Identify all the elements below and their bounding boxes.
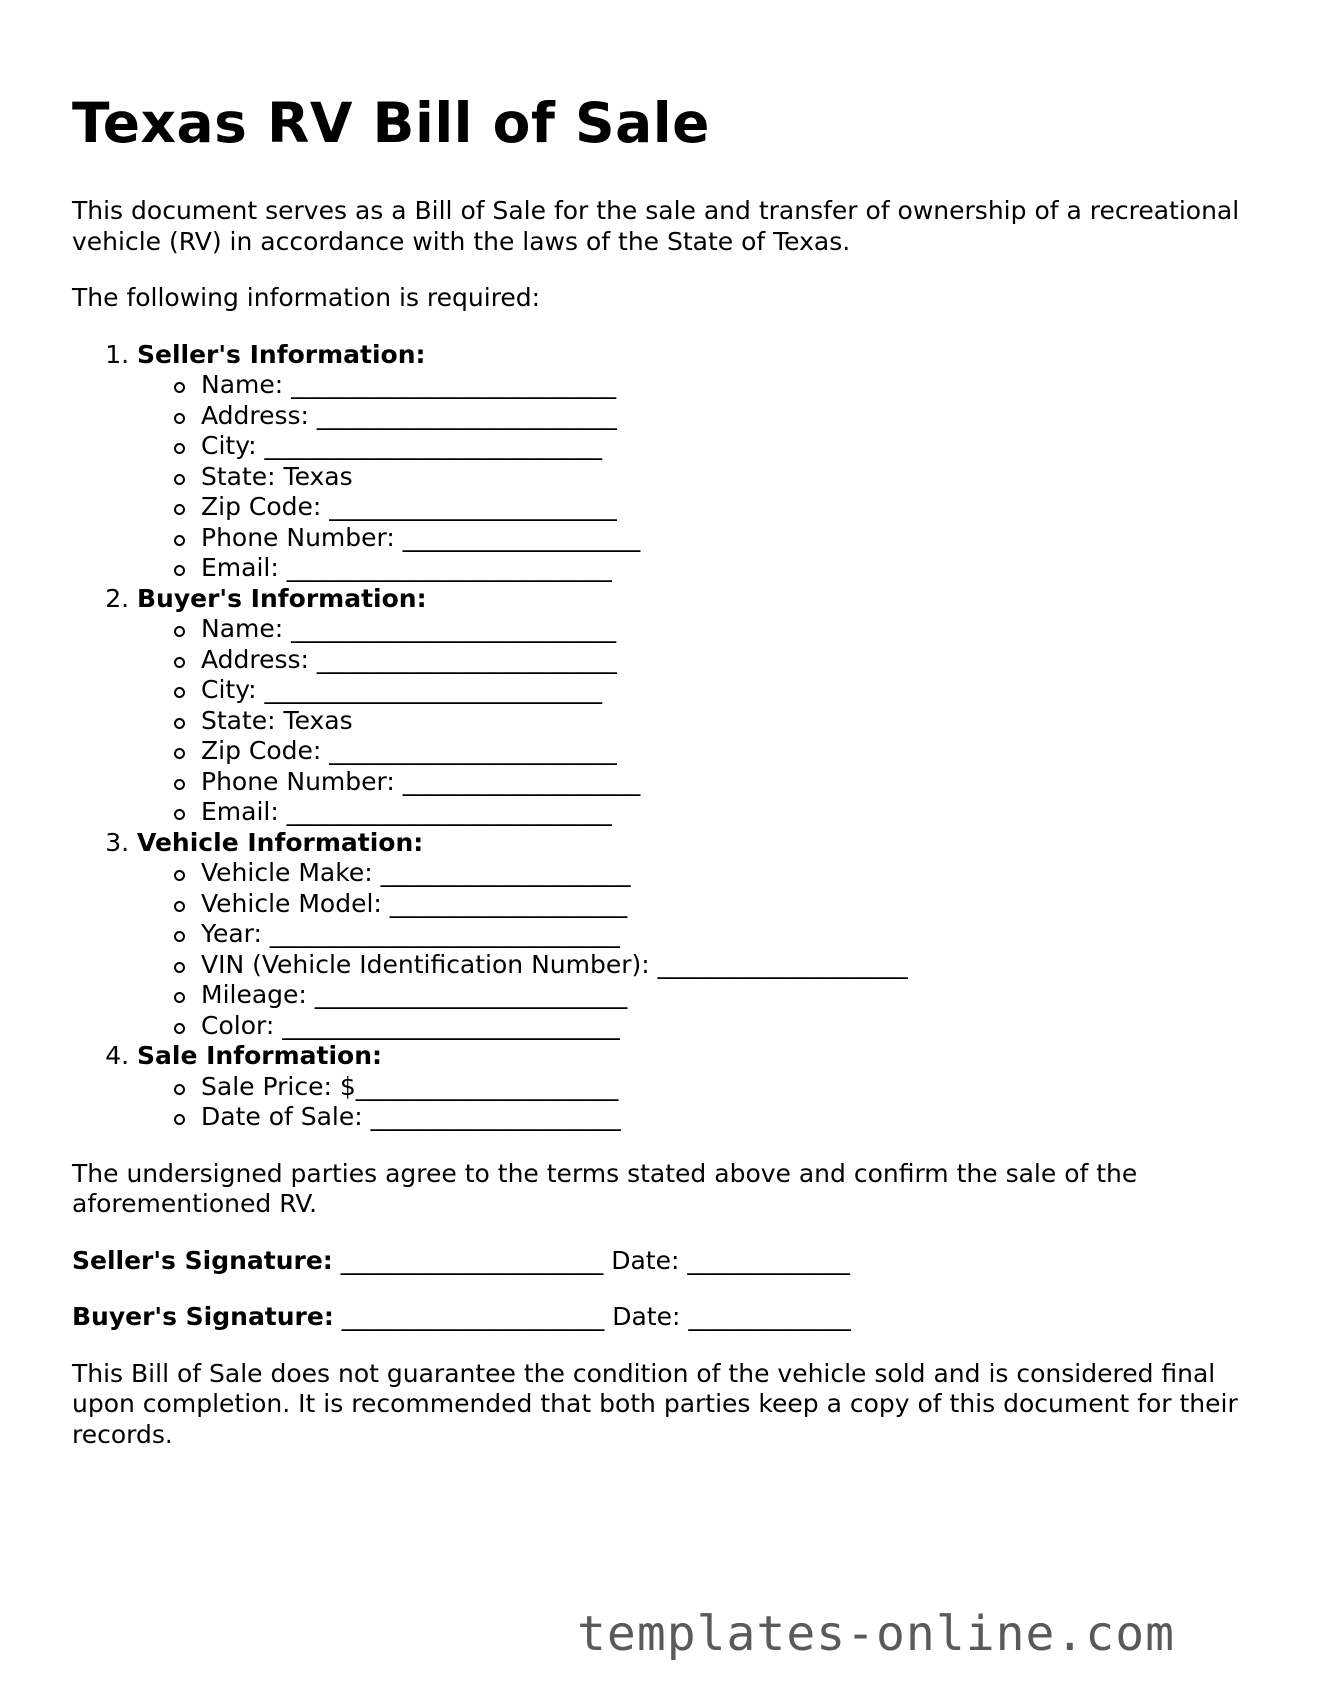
field-vehicle-color: Color: ___________________________ (201, 1011, 1252, 1042)
sale-fields (137, 1072, 1252, 1133)
circle-bullet-icon (174, 718, 185, 729)
section-seller (137, 340, 1252, 584)
field-seller-address: Address: ________________________ (201, 401, 1252, 432)
circle-bullet-icon (174, 1084, 185, 1095)
circle-bullet-icon (174, 504, 185, 515)
sections-list (72, 340, 1252, 1133)
section-title: Seller's Information: (137, 339, 426, 369)
required-note: The following information is required: (72, 283, 541, 312)
disclaimer-paragraph: This Bill of Sale does not guarantee the condition of the vehicle sold and is considered final upon completion. It is recommended that both parties keep a copy of this document for their records. (72, 1358, 1238, 1449)
circle-bullet-icon (174, 962, 185, 973)
field-seller-state: State: Texas (201, 462, 1252, 493)
circle-bullet-icon (174, 413, 185, 424)
section-title: Sale Information: (137, 1041, 382, 1070)
circle-bullet-icon (174, 1023, 185, 1034)
circle-bullet-icon (174, 565, 185, 576)
vehicle-fields (137, 858, 1252, 1041)
field-vehicle-model: Vehicle Model: ___________________ (201, 889, 1252, 920)
field-sale-price: Sale Price: $_____________________ (201, 1072, 1252, 1103)
circle-bullet-icon (174, 443, 185, 454)
section-sale (137, 1041, 1252, 1133)
field-buyer-phone: Phone Number: ___________________ (201, 767, 1252, 798)
buyer-signature-line (72, 1302, 1252, 1333)
circle-bullet-icon (174, 474, 185, 485)
field-seller-city: City: ___________________________ (201, 431, 1252, 462)
field-seller-email: Email: __________________________ (201, 553, 1252, 584)
circle-bullet-icon (174, 809, 185, 820)
seller-signature-blanks: _____________________ Date: _____________ (332, 1245, 850, 1275)
seller-signature-label: Seller's Signature: (72, 1245, 333, 1275)
circle-bullet-icon (174, 931, 185, 942)
field-vehicle-mileage: Mileage: _________________________ (201, 980, 1252, 1011)
field-sale-date: Date of Sale: ____________________ (201, 1102, 1252, 1133)
circle-bullet-icon (174, 687, 185, 698)
circle-bullet-icon (174, 535, 185, 546)
buyer-fields (137, 614, 1252, 828)
buyer-signature-label: Buyer's Signature: (72, 1302, 334, 1331)
field-buyer-state: State: Texas (201, 706, 1252, 737)
field-vehicle-year: Year: ____________________________ (201, 919, 1252, 950)
agreement-paragraph: The undersigned parties agree to the terms stated above and confirm the sale of the aforementioned RV. (72, 1158, 1138, 1218)
field-buyer-zip: Zip Code: _______________________ (201, 736, 1252, 767)
field-buyer-address: Address: ________________________ (201, 645, 1252, 676)
circle-bullet-icon (174, 657, 185, 668)
document-title: Texas RV Bill of Sale (72, 91, 710, 155)
circle-bullet-icon (174, 992, 185, 1003)
circle-bullet-icon (174, 870, 185, 881)
circle-bullet-icon (174, 382, 185, 393)
field-vehicle-make: Vehicle Make: ____________________ (201, 858, 1252, 889)
document-page (72, 90, 1252, 1476)
section-buyer (137, 584, 1252, 828)
section-vehicle (137, 828, 1252, 1042)
section-title: Buyer's Information: (137, 583, 427, 613)
circle-bullet-icon (174, 626, 185, 637)
section-title: Vehicle Information: (137, 827, 424, 857)
field-buyer-email: Email: __________________________ (201, 797, 1252, 828)
field-seller-name: Name: __________________________ (201, 370, 1252, 401)
circle-bullet-icon (174, 901, 185, 912)
seller-signature-line (72, 1246, 1252, 1277)
field-seller-phone: Phone Number: ___________________ (201, 523, 1252, 554)
circle-bullet-icon (174, 1114, 185, 1125)
field-buyer-city: City: ___________________________ (201, 675, 1252, 706)
field-vehicle-vin: VIN (Vehicle Identification Number): ____________________ (201, 950, 1252, 981)
circle-bullet-icon (174, 779, 185, 790)
seller-fields (137, 370, 1252, 584)
intro-paragraph: This document serves as a Bill of Sale for the sale and transfer of ownership of a recreational vehicle (RV) in accordance with the laws of the State of Texas. (72, 196, 1240, 256)
circle-bullet-icon (174, 748, 185, 759)
buyer-signature-blanks: _____________________ Date: _____________ (333, 1302, 851, 1331)
field-seller-zip: Zip Code: _______________________ (201, 492, 1252, 523)
field-buyer-name: Name: __________________________ (201, 614, 1252, 645)
watermark: templates-online.com (577, 1606, 1175, 1662)
